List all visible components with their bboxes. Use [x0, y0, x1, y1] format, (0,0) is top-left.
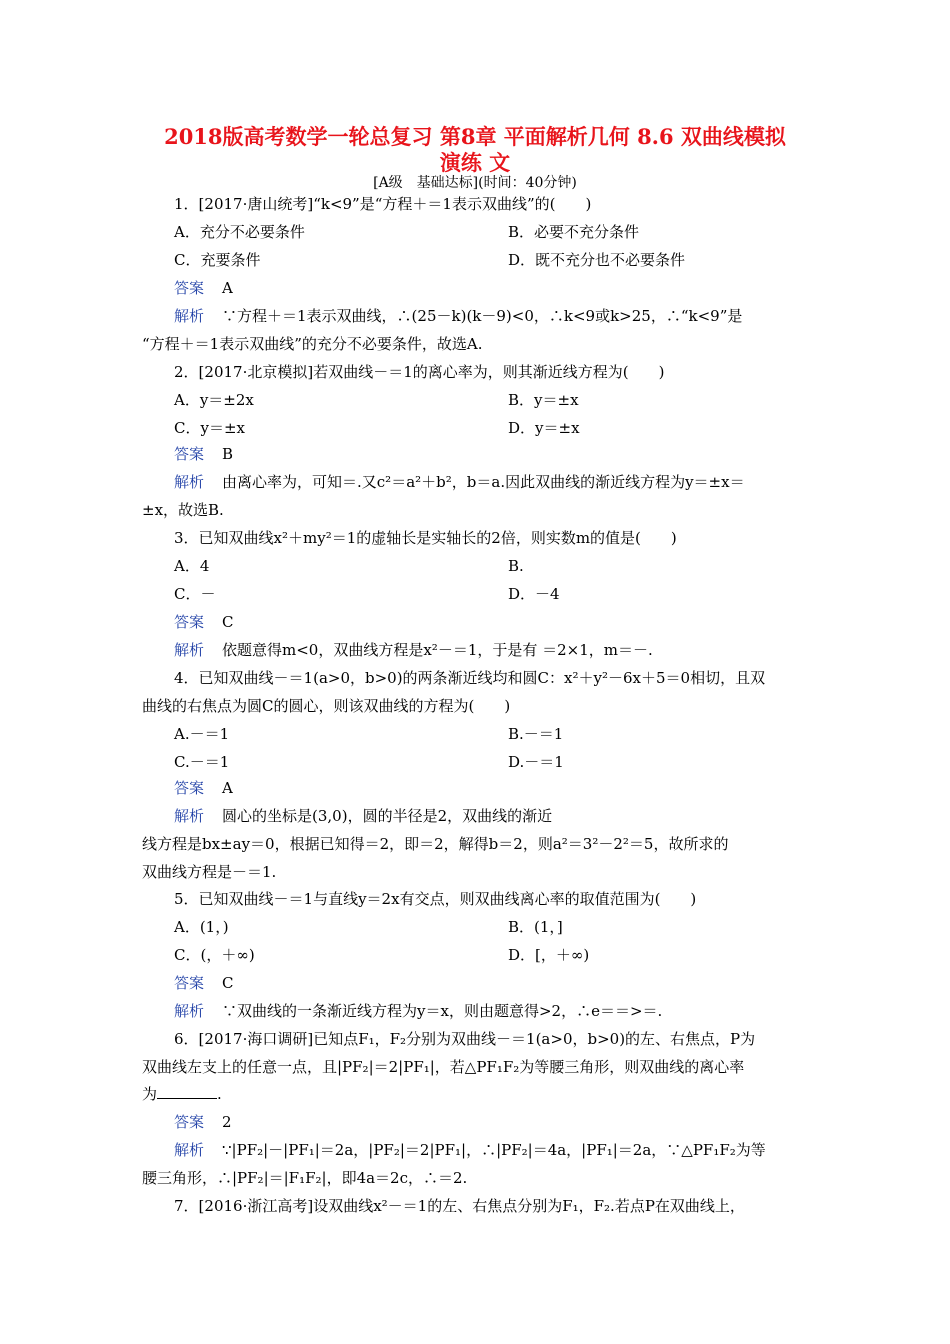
q2-analysis-line2: ±x，故选B. — [142, 501, 224, 519]
q5-option-c: C．(，＋∞) — [174, 946, 255, 964]
q1-analysis-text: ∵方程＋＝1表示双曲线，∴(25－k)(k－9)<0，∴k<9或k>25，∴“k<9”是 — [222, 307, 743, 325]
analysis-label: 解析 — [174, 641, 205, 659]
section-subtitle: [A级 基础达标](时间：40分钟) — [373, 175, 577, 191]
q1-option-c: C．充要条件 — [174, 251, 261, 269]
q1-answer-value: A — [222, 279, 233, 297]
q5-option-a: A．(1，) — [174, 918, 229, 936]
analysis-label: 解析 — [174, 473, 205, 491]
q6-stem-line3 — [142, 1084, 222, 1104]
q3-stem: 3．已知双曲线x²＋my²＝1的虚轴长是实轴长的2倍，则实数m的值是( ) — [174, 529, 677, 547]
q1-option-d: D．既不充分也不必要条件 — [508, 251, 686, 269]
q2-option-b: B．y＝±x — [508, 391, 579, 409]
q2-analysis-text: 由离心率为，可知＝.又c²＝a²＋b²，b＝a.因此双曲线的渐近线方程为y＝±x＝ — [222, 473, 745, 491]
answer-label: 答案 — [174, 613, 205, 631]
q1-option-a: A．充分不必要条件 — [174, 223, 305, 241]
q7-stem-line1: 7．[2016·浙江高考]设双曲线x²－＝1的左、右焦点分别为F₁，F₂.若点P在双曲线上， — [174, 1197, 745, 1215]
q3-analysis-line1 — [174, 640, 653, 660]
q4-option-d: D.－＝1 — [508, 753, 564, 771]
q6-stem-line2: 双曲线左支上的任意一点，且|PF₂|＝2|PF₁|，若△PF₁F₂为等腰三角形，则双曲线的离心率 — [142, 1058, 745, 1076]
document-title-line2: 演练 文 — [439, 150, 511, 175]
answer-label: 答案 — [174, 445, 205, 463]
answer-label: 答案 — [174, 974, 205, 992]
analysis-label: 解析 — [174, 1002, 205, 1020]
analysis-label: 解析 — [174, 807, 205, 825]
q4-stem-line2: 曲线的右焦点为圆C的圆心，则该双曲线的方程为( ) — [142, 697, 511, 715]
q3-option-a: A．4 — [174, 557, 210, 575]
q1-analysis-line2: “方程＋＝1表示双曲线”的充分不必要条件，故选A. — [142, 335, 483, 353]
q4-answer-value: A — [222, 779, 233, 797]
q4-analysis-line3: 双曲线方程是－＝1. — [142, 863, 277, 881]
answer-label: 答案 — [174, 779, 205, 797]
q5-answer — [174, 973, 234, 993]
q5-option-d: D．[，＋∞) — [508, 946, 590, 964]
q5-analysis-line1 — [174, 1001, 662, 1021]
q2-option-a: A．y＝±2x — [174, 391, 254, 409]
q4-analysis-text: 圆心的坐标是(3,0)，圆的半径是2，双曲线的渐近 — [222, 807, 553, 825]
q4-answer — [174, 778, 233, 798]
q3-option-b: B. — [508, 557, 524, 575]
q1-answer — [174, 278, 233, 298]
q3-answer-value: C — [222, 613, 234, 631]
q5-analysis-text: ∵双曲线的一条渐近线方程为y＝x，则由题意得>2，∴e＝＝>＝. — [222, 1002, 663, 1020]
q1-stem: 1．[2017·唐山统考]“k<9”是“方程＋＝1表示双曲线”的( ) — [174, 195, 592, 213]
q6-stem-line1: 6．[2017·海口调研]已知点F₁，F₂分别为双曲线－＝1(a>0，b>0)的左、右焦点，P为 — [174, 1030, 756, 1048]
q6-stem3-end: . — [217, 1085, 222, 1103]
q6-analysis-line2: 腰三角形，∴|PF₂|＝|F₁F₂|，即4a＝2c，∴＝2. — [142, 1169, 468, 1187]
q4-stem-line1: 4．已知双曲线－＝1(a>0，b>0)的两条渐近线均和圆C：x²＋y²－6x＋5＝0相切，且双 — [174, 669, 766, 687]
q2-stem: 2．[2017·北京模拟]若双曲线－＝1的离心率为，则其渐近线方程为( ) — [174, 363, 665, 381]
q4-option-c: C.－＝1 — [174, 753, 230, 771]
q2-answer — [174, 444, 233, 464]
q4-option-b: B.－＝1 — [508, 725, 564, 743]
q2-option-c: C．y＝±x — [174, 419, 245, 437]
q2-answer-value: B — [222, 445, 234, 463]
q4-analysis-line1 — [174, 806, 552, 826]
q4-option-a: A.－＝1 — [174, 725, 230, 743]
answer-blank — [157, 1084, 217, 1099]
q6-analysis-line1 — [174, 1140, 766, 1160]
q2-option-d: D．y＝±x — [508, 419, 580, 437]
analysis-label: 解析 — [174, 307, 205, 325]
q3-analysis-text: 依题意得m<0，双曲线方程是x²－＝1，于是有 ＝2×1，m＝－. — [222, 641, 653, 659]
q6-answer-value: 2 — [222, 1113, 232, 1131]
q1-analysis-line1 — [174, 306, 742, 326]
q5-stem: 5．已知双曲线－＝1与直线y＝2x有交点，则双曲线离心率的取值范围为( ) — [174, 890, 697, 908]
q6-answer — [174, 1112, 232, 1132]
q5-answer-value: C — [222, 974, 234, 992]
q6-analysis-text: ∵|PF₂|－|PF₁|＝2a，|PF₂|＝2|PF₁|，∴|PF₂|＝4a，|PF₁|＝2a，∵△PF₁F₂为等 — [222, 1141, 766, 1159]
q5-option-b: B．(1，] — [508, 918, 563, 936]
q3-option-d: D．－4 — [508, 585, 560, 603]
answer-label: 答案 — [174, 1113, 205, 1131]
document-title-line1: 2018版高考数学一轮总复习 第8章 平面解析几何 8.6 双曲线模拟 — [164, 124, 786, 149]
q3-option-c: C．－ — [174, 585, 216, 603]
analysis-label: 解析 — [174, 1141, 205, 1159]
q2-analysis-line1 — [174, 472, 745, 492]
q1-option-b: B．必要不充分条件 — [508, 223, 640, 241]
q4-analysis-line2: 线方程是bx±ay＝0，根据已知得＝2，即＝2，解得b＝2，则a²＝3²－2²＝5，故所求的 — [142, 835, 729, 853]
q6-stem3-text: 为 — [142, 1085, 158, 1103]
answer-label: 答案 — [174, 279, 205, 297]
q3-answer — [174, 612, 234, 632]
